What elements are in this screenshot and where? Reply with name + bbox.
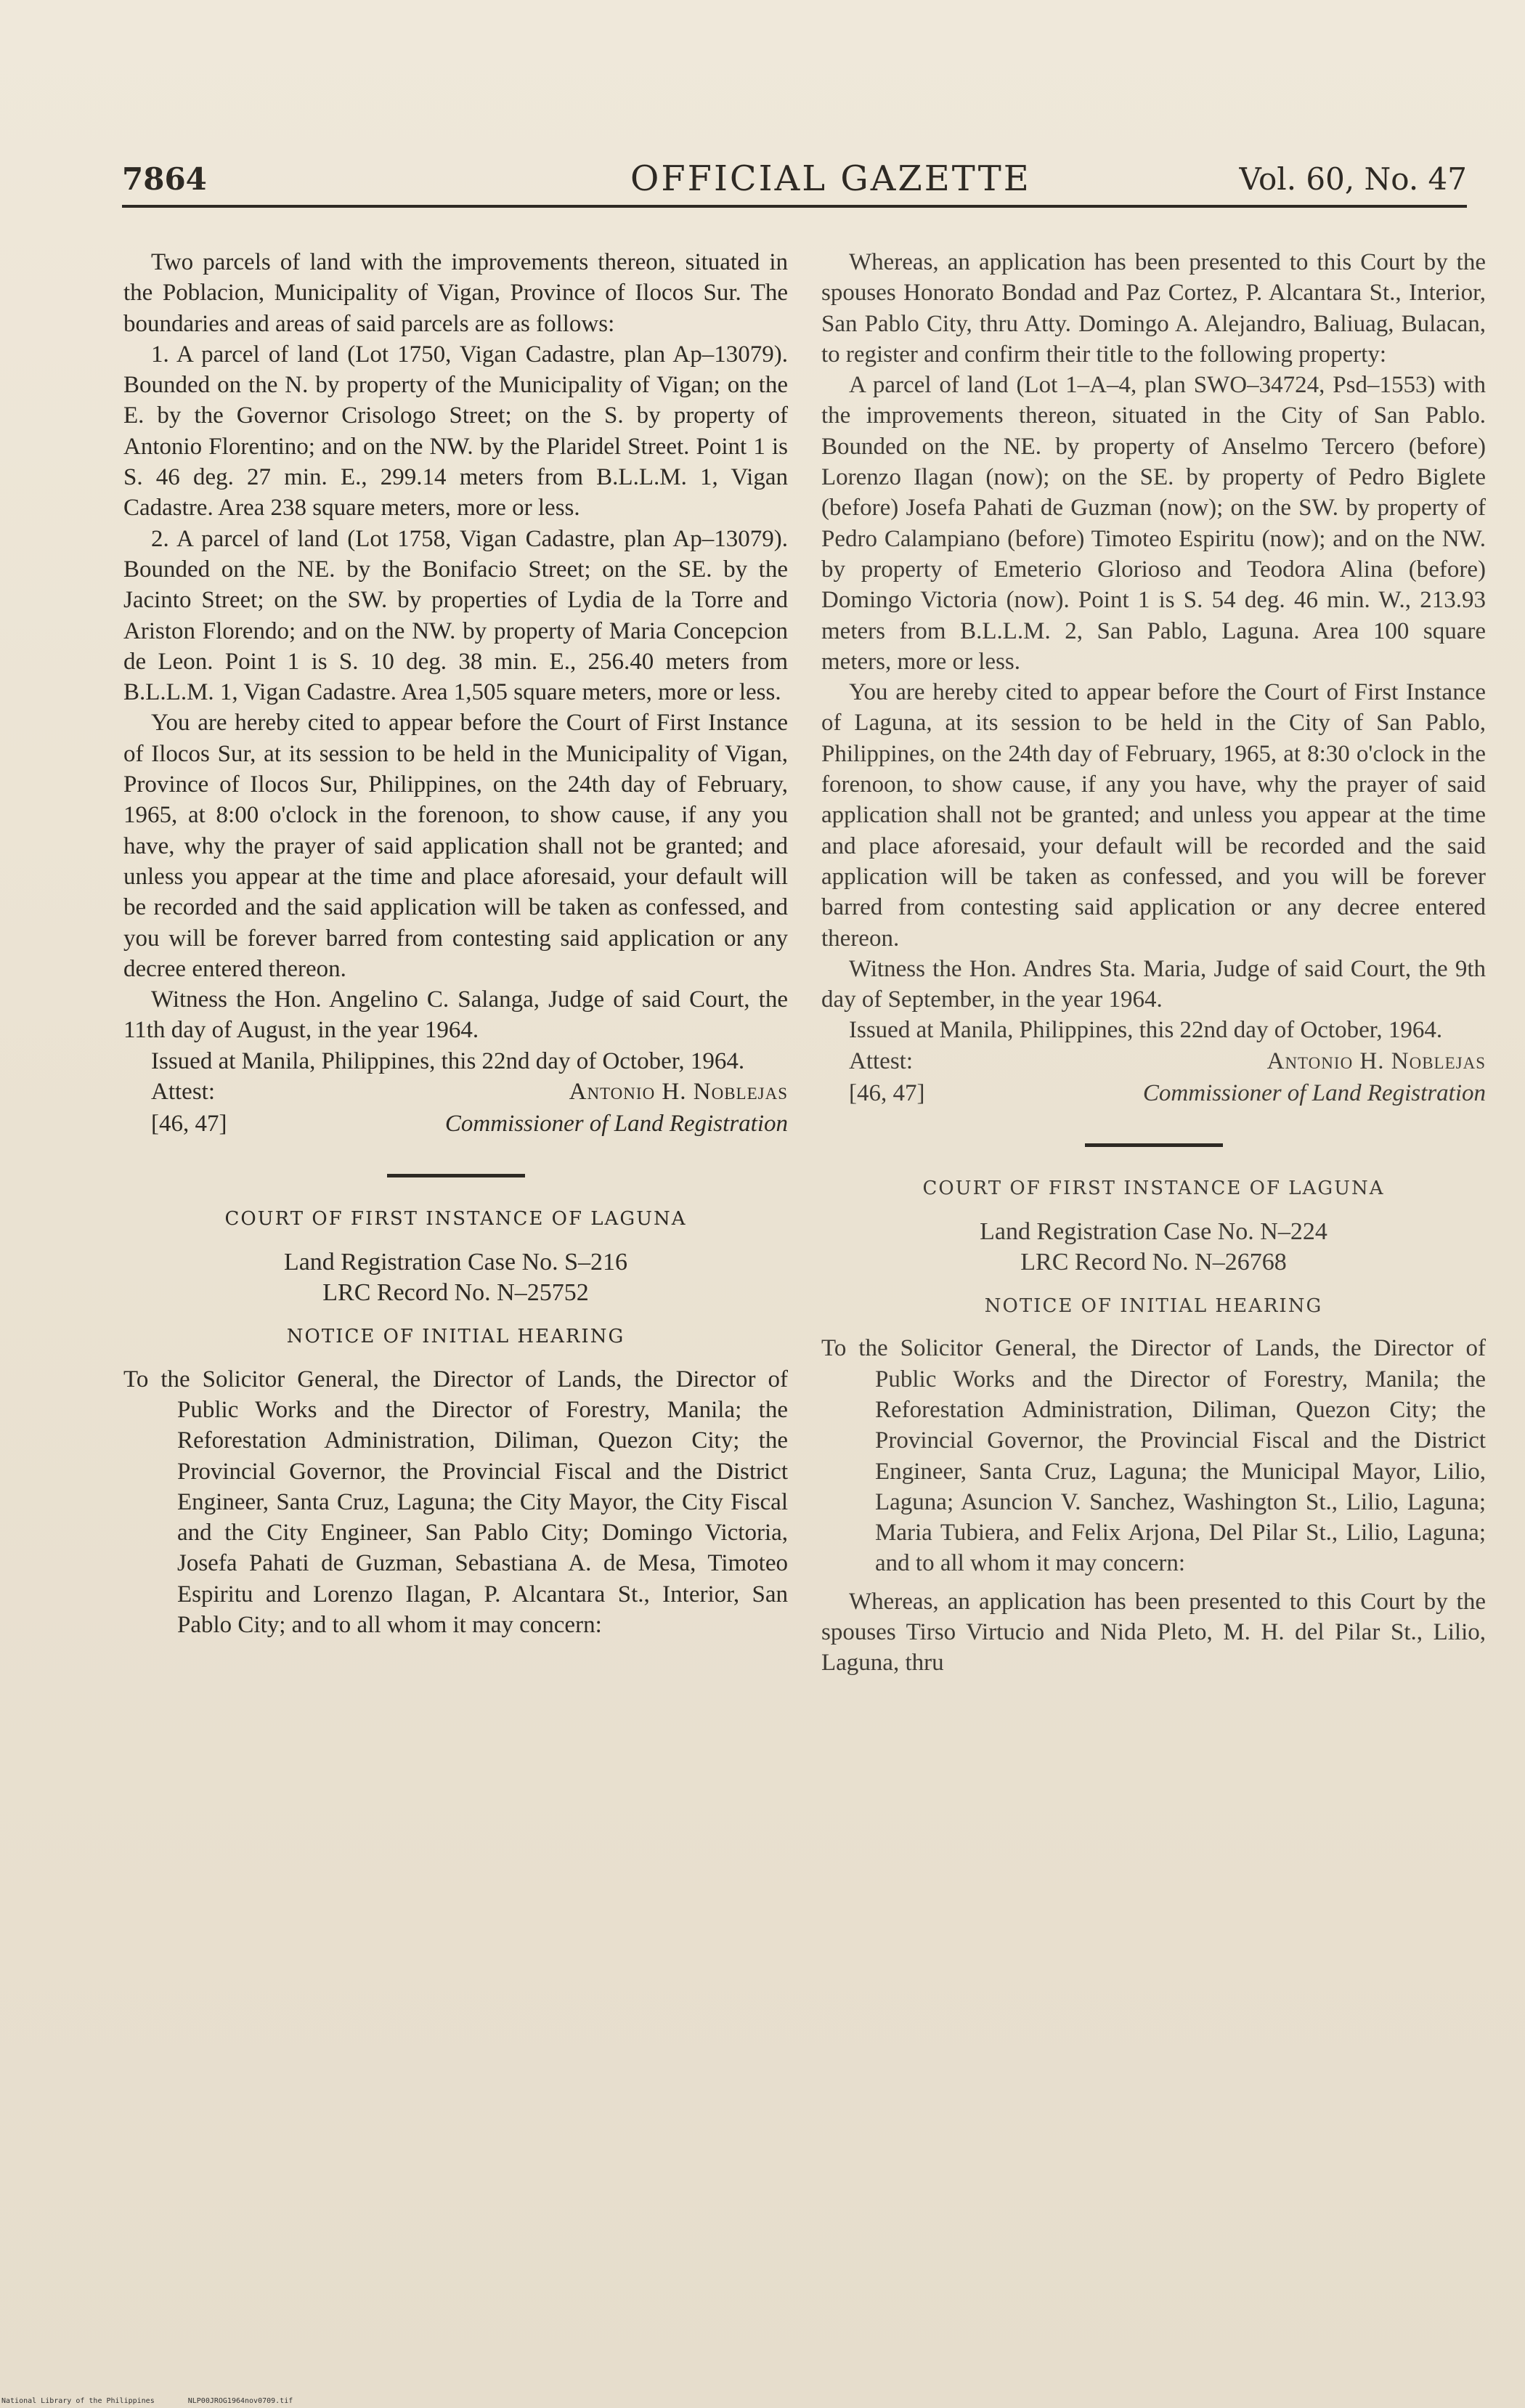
notice-heading: NOTICE OF INITIAL HEARING: [984, 1295, 1323, 1318]
issue-reference: [46, 47]: [151, 1111, 227, 1138]
case-number: Land Registration Case No. N–224: [980, 1218, 1327, 1246]
attest-label: Attest:: [849, 1047, 913, 1074]
parcel-2: 2. A parcel of land (Lot 1758, Vigan Cadastre, plan Ap–13079). Bounded on the NE. by the Bonifacio Street; on the SE. by the Jacinto Street; on the SW. by properties of Lydia de la Torre and Ariston Florendo; and on the NW. by property of Maria Concepcion de Leon. Point 1 is S. 10 deg. 38 min. E., 256.40 meters from B.L.L.M. 1, Vigan Cadastre. Area 1,505 square meters, more or less.: [123, 525, 788, 706]
addressees: To the Solicitor General, the Director of Lands, the Director of Public Works and the Director of Forestry, Manila; the Reforestation Administration, Diliman, Quezon City; the Provincial Governor, the Provincial Fiscal and the District Engineer, Santa Cruz, Laguna; the Municipal Mayor, Lilio, Laguna; Asuncion V. Sanchez, Washington St., Lilio, Laguna; Maria Tubiera, and Felix Arjona, Del Pilar St., Lilio, Laguna; and to all whom it may concern:: [821, 1335, 1486, 1577]
witness-paragraph: Witness the Hon. Andres Sta. Maria, Judge of said Court, the 9th day of September, in the year 1964.: [821, 955, 1486, 1013]
attest-label: Attest:: [151, 1079, 215, 1106]
attest-name: Antonio H. Noblejas: [569, 1079, 788, 1106]
whereas-paragraph-2: Whereas, an application has been presented to this Court by the spouses Tirso Virtucio and Nida Pleto, M. H. del Pilar St., Lilio, Laguna, thru: [821, 1588, 1486, 1677]
addressees: To the Solicitor General, the Director of Lands, the Director of Public Works and the Director of Forestry, Manila; the Reforestation Administration, Diliman, Quezon City; the Provincial Governor, the Provincial Fiscal and the District Engineer, Santa Cruz, Laguna; the City Mayor, the City Fiscal and the City Engineer, San Pablo City; Domingo Victoria, Josefa Pahati de Guzman, Sebastiana A. de Mesa, Timoteo Espiritu and Lorenzo Ilagan, P. Alcantara St., Interior, San Pablo City; and to all whom it may concern:: [123, 1366, 788, 1638]
whereas-paragraph: Whereas, an application has been presented to this Court by the spouses Honorato Bondad and Paz Cortez, P. Alcantara St., Interior, San Pablo City, thru Atty. Domingo A. Alejandro, Baliuag, Bulacan, to register and confirm their title to the following property:: [821, 249, 1486, 368]
section-divider: [387, 1174, 525, 1177]
attest-title-line: [123, 1108, 788, 1145]
issued-paragraph: Issued at Manila, Philippines, this 22nd day of October, 1964.: [151, 1047, 745, 1074]
attest-title-line: [821, 1078, 1486, 1114]
court-heading: COURT OF FIRST INSTANCE OF LAGUNA: [922, 1177, 1385, 1199]
section-divider: [1085, 1143, 1223, 1147]
page-number: 7864: [122, 161, 207, 197]
scan-filename: NLP00JROG1964nov0709.tif: [187, 2397, 293, 2405]
scan-footer: [1, 2397, 322, 2405]
attest-title: Commissioner of Land Registration: [444, 1111, 788, 1138]
header-rule: [122, 205, 1467, 208]
lrc-record: LRC Record No. N–25752: [322, 1279, 589, 1307]
court-heading: COURT OF FIRST INSTANCE OF LAGUNA: [224, 1208, 687, 1231]
volume-number: Vol. 60, No. 47: [1239, 161, 1467, 197]
attest-line: [821, 1046, 1486, 1078]
attest-name: Antonio H. Noblejas: [1266, 1047, 1486, 1074]
lrc-record: LRC Record No. N–26768: [1020, 1249, 1287, 1276]
parcel-description: A parcel of land (Lot 1–A–4, plan SWO–34724, Psd–1553) with the improvements thereon, situated in the City of San Pablo. Bounded on the NE. by property of Anselmo Tercero (before) Lorenzo Ilagan (now); on the SE. by property of Pedro Biglete (before) Josefa Pahati de Guzman (now); on the SW. by property of Pedro Calampiano (before) Timoteo Espiritu (now); and on the NW. by property of Emeterio Glorioso and Teodora Alina (before) Domingo Victoria (now). Point 1 is S. 54 deg. 46 min. W., 213.93 meters from B.L.L.M. 2, San Pablo, Laguna. Area 100 square meters, more or less.: [821, 372, 1486, 675]
attest-line: [123, 1077, 788, 1108]
issue-reference: [46, 47]: [849, 1079, 925, 1106]
citation-paragraph: You are hereby cited to appear before the Court of First Instance of Ilocos Sur, at its session to be held in the Municipality of Vigan, Province of Ilocos Sur, Philippines, on the 24th day of February, 1965, at 8:00 o'clock in the forenoon, to show cause, if any you have, why the prayer of said application shall not be granted; and unless you appear at the time and place aforesaid, your default will be recorded and the said application will be taken as confessed, and you will be forever barred from contesting said application or any decree entered thereon.: [123, 710, 788, 982]
publication-title: OFFICIAL GAZETTE: [630, 158, 1031, 199]
library-credit: National Library of the Philippines: [1, 2397, 155, 2405]
page-header: [122, 155, 1467, 206]
attest-title: Commissioner of Land Registration: [1142, 1079, 1486, 1106]
witness-paragraph: Witness the Hon. Angelino C. Salanga, Judge of said Court, the 11th day of August, in the year 1964.: [123, 986, 788, 1044]
case-number: Land Registration Case No. S–216: [283, 1249, 628, 1276]
left-column: [123, 247, 788, 1640]
notice-heading: NOTICE OF INITIAL HEARING: [286, 1326, 625, 1348]
citation-paragraph: You are hereby cited to appear before the Court of First Instance of Laguna, at its session to be held in the City of San Pablo, Philippines, on the 24th day of February, 1965, at 8:30 o'clock in the forenoon, to show cause, if any you have, why the prayer of said application shall not be granted; and unless you appear at the time and place aforesaid, your default will be recorded and the said application will be taken as confessed, and you will be forever barred from contesting said application or any decree entered thereon.: [821, 679, 1486, 952]
parcel-1: 1. A parcel of land (Lot 1750, Vigan Cadastre, plan Ap–13079). Bounded on the N. by property of the Municipality of Vigan; on the E. by the Governor Crisologo Street; on the S. by property of Antonio Florentino; and on the NW. by the Plaridel Street. Point 1 is S. 46 deg. 27 min. E., 299.14 meters from B.L.L.M. 1, Vigan Cadastre. Area 238 square meters, more or less.: [123, 341, 788, 522]
parcels-intro: Two parcels of land with the improvements thereon, situated in the Poblacion, Municipality of Vigan, Province of Ilocos Sur. The boundaries and areas of said parcels are as follows:: [123, 249, 788, 337]
right-column: [821, 247, 1486, 1679]
issued-paragraph: Issued at Manila, Philippines, this 22nd day of October, 1964.: [849, 1017, 1443, 1044]
